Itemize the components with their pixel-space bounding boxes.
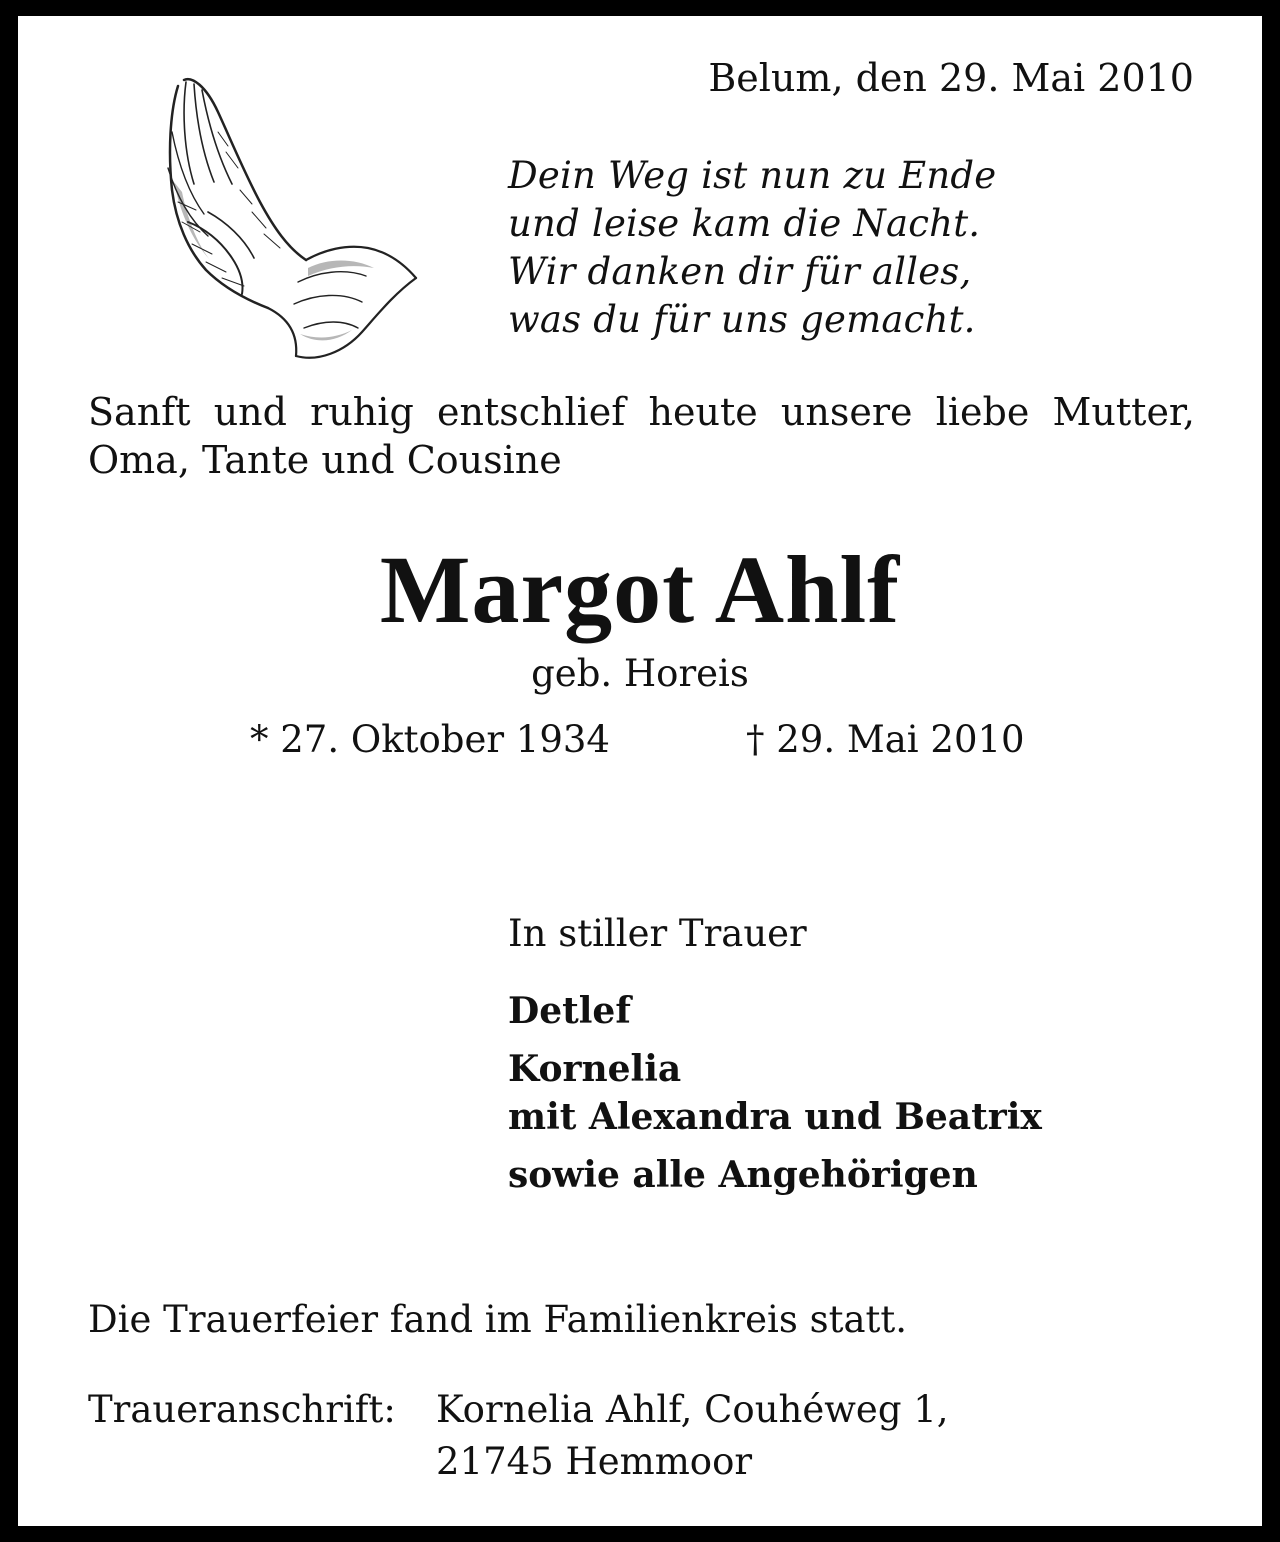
poem-line: Wir danken dir für alles, xyxy=(508,250,972,293)
intro-line: Sanft und ruhig entschlief heute unsere liebe Mutter, xyxy=(88,390,1195,434)
address-line: Kornelia Ahlf, Couhéweg 1, xyxy=(436,1388,949,1431)
poem-line: was du für uns gemacht. xyxy=(508,298,976,341)
birth-date: * 27. Oktober 1934 xyxy=(250,718,610,761)
poem-line: und leise kam die Nacht. xyxy=(508,202,981,245)
intro-text xyxy=(88,388,1195,484)
address-label: Traueranschrift: xyxy=(88,1388,396,1431)
place-date: Belum, den 29. Mai 2010 xyxy=(708,56,1194,100)
relative-name: mit Alexandra und Beatrix xyxy=(508,1096,1042,1138)
deceased-name: Margot Ahlf xyxy=(379,536,901,643)
relative-name: Detlef xyxy=(508,990,631,1032)
ceremony-note: Die Trauerfeier fand im Familienkreis statt. xyxy=(88,1298,908,1341)
mourning-label: In stiller Trauer xyxy=(508,912,807,955)
death-date: † 29. Mai 2010 xyxy=(746,718,1025,761)
relative-name: Kornelia xyxy=(508,1048,682,1090)
poem xyxy=(508,152,996,344)
poem-line: Dein Weg ist nun zu Ende xyxy=(508,154,997,197)
intro-line: Oma, Tante und Cousine xyxy=(88,438,562,482)
obituary-notice xyxy=(18,16,1262,1526)
praying-hands-icon xyxy=(148,72,428,372)
address-line: 21745 Hemmoor xyxy=(436,1440,753,1483)
relative-name: sowie alle Angehörigen xyxy=(508,1154,978,1196)
maiden-name: geb. Horeis xyxy=(531,652,749,695)
